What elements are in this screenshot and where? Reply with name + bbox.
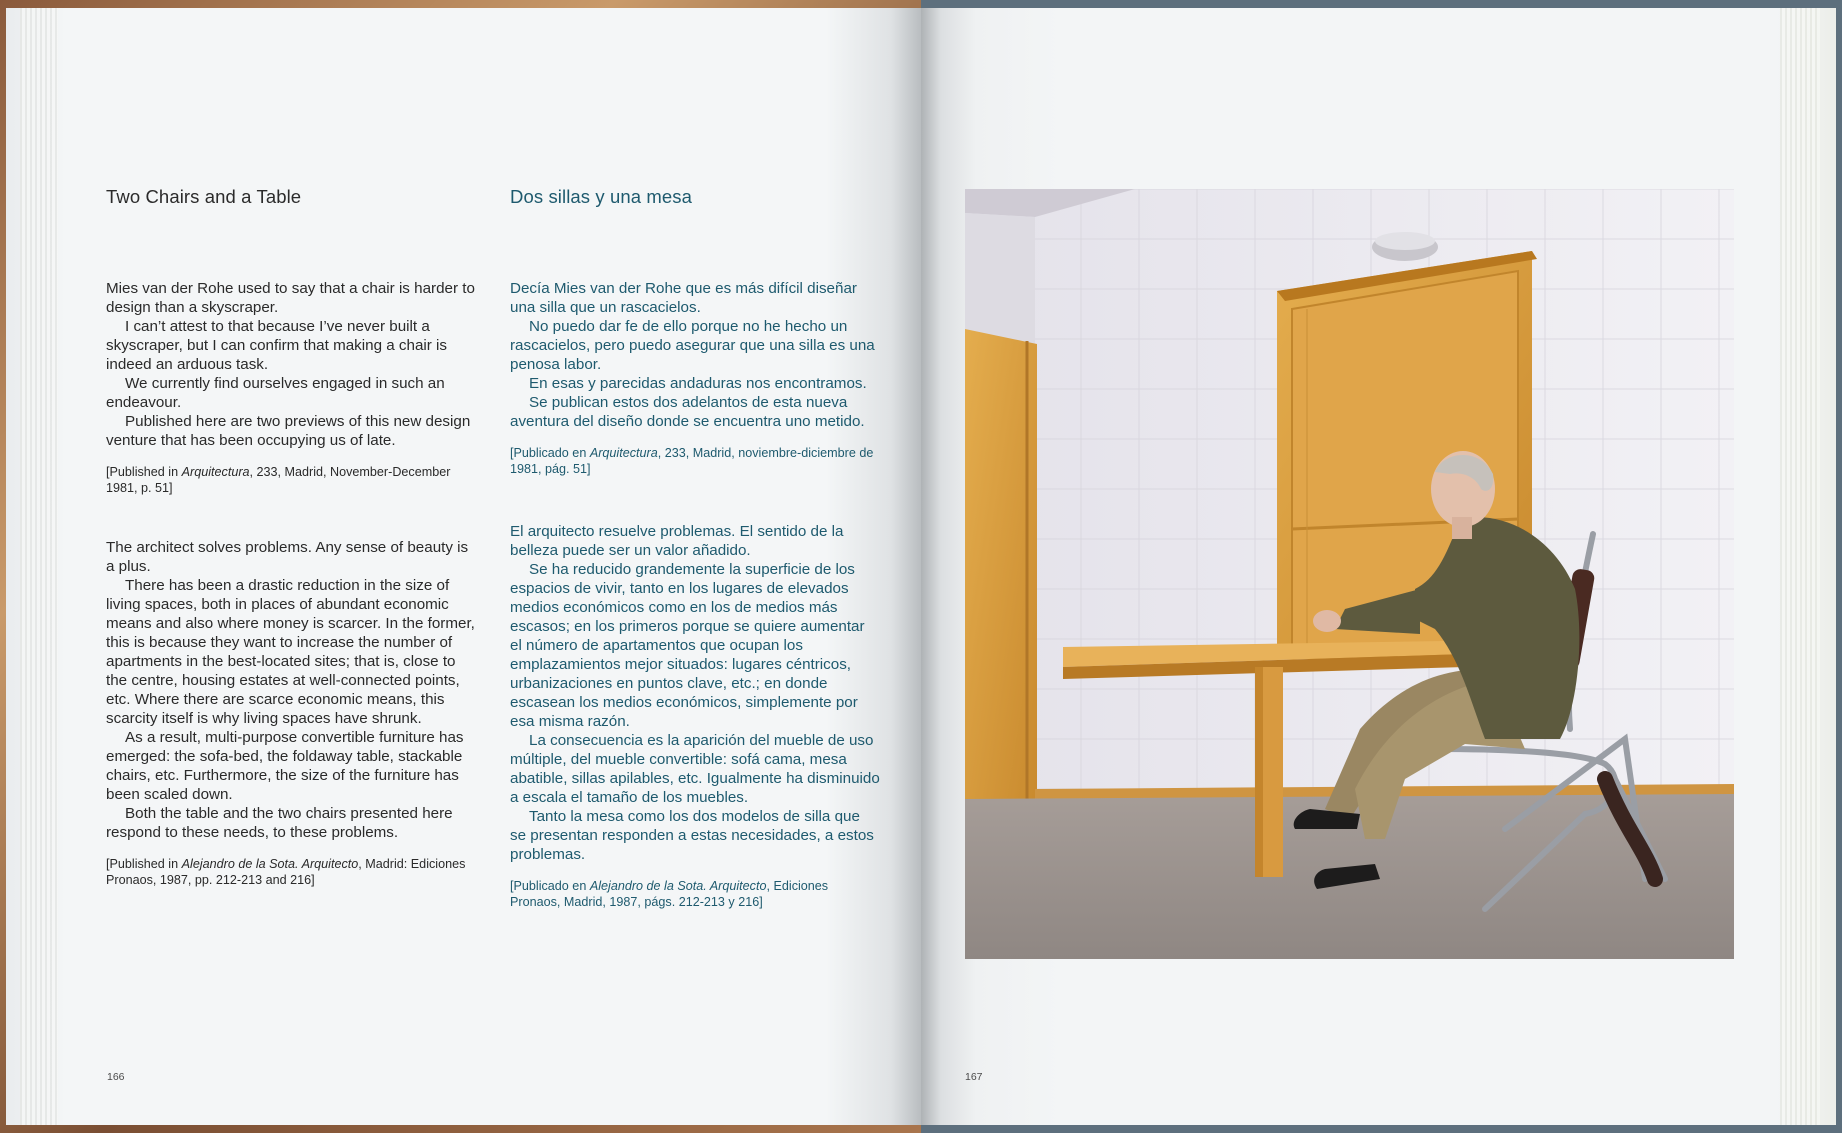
citation-text: [Published in: [106, 857, 182, 871]
english-title: Two Chairs and a Table: [106, 186, 302, 207]
paragraph: El arquitecto resuelve problemas. El sentido de la belleza puede ser un valor añadido.: [510, 523, 844, 559]
citation-text: [Publicado en: [510, 446, 590, 460]
citation: [106, 856, 476, 888]
paragraph: The architect solves problems. Any sense of beauty is a plus.: [106, 539, 469, 575]
spanish-section-1: [510, 279, 880, 477]
paragraph: En esas y parecidas andaduras nos encontramos.: [529, 375, 867, 392]
paragraph: Mies van der Rohe used to say that a chair is harder to design than a skyscraper.: [106, 280, 475, 316]
hands: [1313, 610, 1341, 632]
citation-text: [Publicado en: [510, 879, 590, 893]
paragraph: Se publican estos dos adelantos de esta nueva aventura del diseño donde se encuentra uno metido.: [510, 394, 865, 430]
english-section-1: [106, 279, 476, 496]
spanish-title: Dos sillas y una mesa: [510, 186, 693, 207]
photo-illustration: [965, 189, 1734, 959]
photograph: [965, 189, 1734, 959]
paragraph: Both the table and the two chairs presented here respond to these needs, to these problems.: [106, 805, 453, 841]
paragraph: I can’t attest to that because I’ve never built a skyscraper, but I can confirm that making a chair is indeed an arduous task.: [106, 318, 448, 373]
citation-text: , 233, Madrid, noviembre-diciembre de 1981, pág. 51]: [510, 446, 874, 476]
page-edges-right: [1780, 8, 1820, 1125]
citation-text: , Ediciones Pronaos, Madrid, 1987, págs. 212-213 y 216]: [510, 879, 829, 909]
citation-text: , 233, Madrid, November-December 1981, p. 51]: [106, 465, 451, 495]
paragraph: We currently find ourselves engaged in such an endeavour.: [106, 375, 445, 411]
citation-title: Arquitectura: [589, 446, 658, 460]
english-section-2: [106, 538, 476, 888]
citation-text: , Madrid: Ediciones Pronaos, 1987, pp. 212-213 and 216]: [106, 857, 466, 887]
paragraph: As a result, multi-purpose convertible furniture has emerged: the sofa-bed, the foldaway table, stackable chairs, etc. Furthermore, the size of the furniture has been scaled down.: [106, 729, 464, 803]
citation: [510, 878, 880, 910]
spanish-section-2: [510, 522, 880, 910]
citation-title: Arquitectura: [181, 465, 250, 479]
page-edges-left: [20, 8, 58, 1125]
citation-title: Alejandro de la Sota. Arquitecto: [589, 879, 767, 893]
page-number-right: 167: [965, 1071, 983, 1083]
paragraph: Decía Mies van der Rohe que es más difícil diseñar una silla que un rascacielos.: [510, 280, 857, 316]
paragraph: Published here are two previews of this new design venture that has been occupying us of late.: [106, 413, 471, 449]
citation-title: Alejandro de la Sota. Arquitecto: [181, 857, 359, 871]
paragraph: La consecuencia es la aparición del mueble de uso múltiple, del mueble convertible: sofá cama, mesa abatible, sillas apilables, etc. Igualmente ha disminuido a escala el tamaño de los muebles.: [510, 732, 880, 806]
paragraph: There has been a drastic reduction in the size of living spaces, both in places of abundant economic means and also where money is scarcer. In the former, this is because they want to increase the number of apartments in the best-located sites; that is, close to the centre, housing estates at well-connected points, etc. Where there are scarce economic means, this scarcity itself is why living spaces have shrunk.: [106, 577, 475, 727]
citation-text: [Published in: [106, 465, 182, 479]
citation: [510, 445, 880, 477]
paragraph: No puedo dar fe de ello porque no he hecho un rascacielos, pero puedo asegurar que una silla es una penosa labor.: [510, 318, 875, 373]
paragraph: Tanto la mesa como los dos modelos de silla que se presentan responden a estas necesidades, a estos problemas.: [510, 808, 874, 863]
page-number-left: 166: [107, 1071, 125, 1083]
paragraph: Se ha reducido grandemente la superficie de los espacios de vivir, tanto en los lugares de elevados medios económicos como en los de medios más escasos; en los primeros porque se quiere aumentar el número de apartamentos que ocupan los emplazamientos mejor situados: lugares céntricos, urbanizaciones en puntos clave, etc.; en donde escasean los medios económicos, simplemente por esa misma razón.: [510, 561, 865, 730]
citation: [106, 464, 476, 496]
